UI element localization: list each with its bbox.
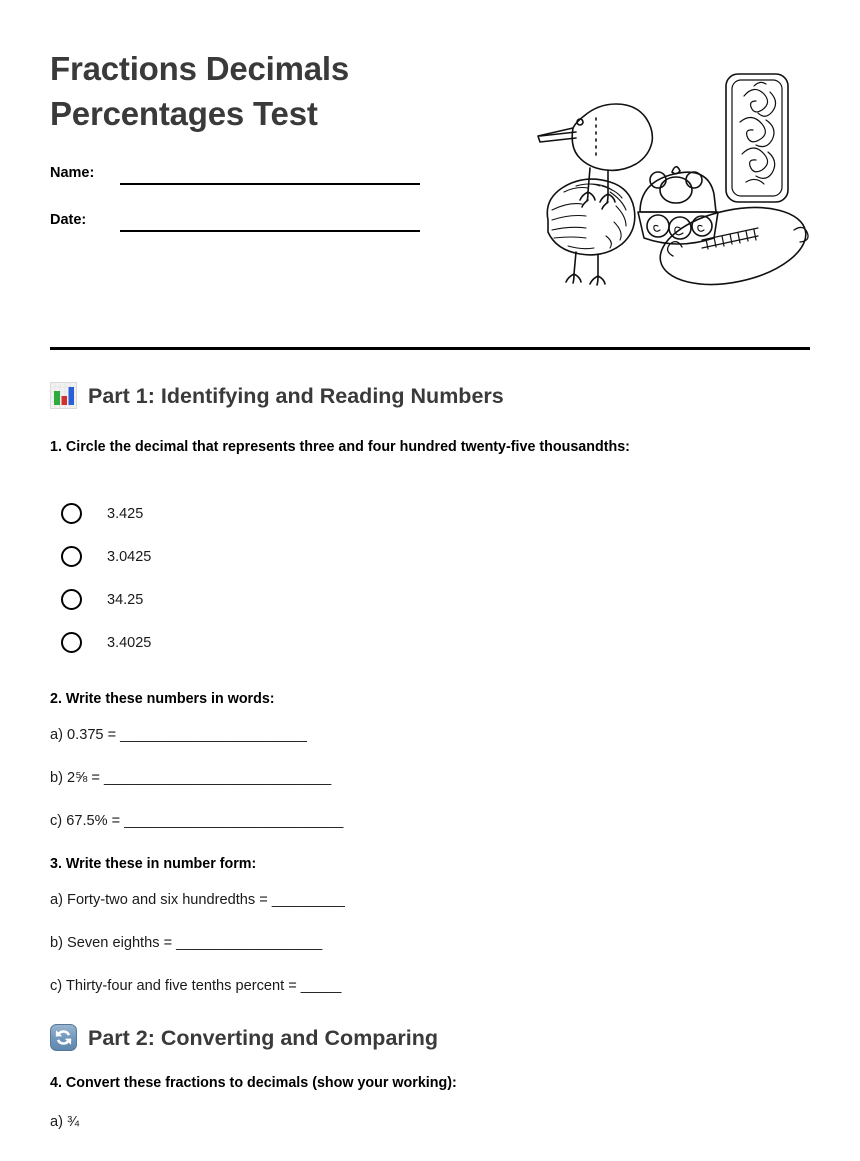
worksheet-header — [50, 46, 810, 296]
part-1-header — [50, 382, 820, 409]
choice-label: 3.0425 — [107, 548, 152, 565]
choice-label: 34.25 — [107, 591, 144, 608]
question-4 — [50, 1074, 820, 1131]
patterned-bowl-icon — [638, 167, 718, 244]
section-spacer — [50, 664, 820, 690]
question-4-prompt: 4. Convert these fractions to decimals (show your working): — [50, 1075, 457, 1091]
date-field-writing-line[interactable] — [120, 230, 420, 232]
radio-circle-icon[interactable] — [61, 546, 82, 567]
radio-circle-icon[interactable] — [61, 632, 82, 653]
name-field-label: Name: — [50, 165, 95, 181]
kiwi-bird-bottom-icon — [547, 179, 635, 285]
new-zealand-icons-illustration — [518, 60, 818, 290]
name-field-writing-line[interactable] — [120, 183, 420, 185]
date-field-label: Date: — [50, 212, 87, 228]
radio-circle-icon[interactable] — [61, 503, 82, 524]
part-1-section — [50, 382, 820, 995]
choice-option[interactable] — [50, 492, 820, 535]
question-3 — [50, 855, 820, 995]
question-4-item-a[interactable]: a) ¾ — [50, 1114, 80, 1130]
bar-chart-icon — [50, 382, 77, 409]
date-field-row — [50, 211, 430, 258]
question-1 — [50, 438, 820, 664]
student-info-fields — [50, 164, 430, 258]
question-2-item-a[interactable]: a) 0.375 = _______________________ — [50, 727, 307, 743]
choice-option[interactable] — [50, 578, 820, 621]
part-1-title: Part 1: Identifying and Reading Numbers — [88, 383, 504, 408]
part-2-title: Part 2: Converting and Comparing — [88, 1025, 439, 1050]
refresh-arrows-icon — [50, 1024, 77, 1051]
maori-carving-panel-icon — [726, 74, 788, 202]
choice-option[interactable] — [50, 621, 820, 664]
question-2-prompt: 2. Write these numbers in words: — [50, 691, 275, 707]
page-title — [50, 46, 470, 136]
question-3-item-b[interactable]: b) Seven eighths = __________________ — [50, 935, 323, 951]
rugby-ball-icon — [653, 195, 813, 290]
question-2-item-b[interactable]: b) 2⅝ = ____________________________ — [50, 770, 332, 786]
question-3-prompt: 3. Write these in number form: — [50, 856, 257, 872]
page-title-line-1: Fractions Decimals — [50, 50, 350, 87]
question-2 — [50, 690, 820, 830]
choice-label: 3.4025 — [107, 634, 152, 651]
question-1-prompt: 1. Circle the decimal that represents three and four hundred twenty-five thousandths: — [50, 439, 630, 455]
name-field-row — [50, 164, 430, 211]
question-1-choice-list — [50, 492, 820, 664]
header-divider-rule — [50, 347, 810, 350]
page-title-line-2: Percentages Test — [50, 95, 318, 132]
question-3-item-c[interactable]: c) Thirty-four and five tenths percent = _____ — [50, 978, 342, 994]
question-2-item-c[interactable]: c) 67.5% = ___________________________ — [50, 813, 344, 829]
worksheet-body — [50, 382, 820, 1131]
choice-option[interactable] — [50, 535, 820, 578]
radio-circle-icon[interactable] — [61, 589, 82, 610]
question-3-item-a[interactable]: a) Forty-two and six hundredths = _________ — [50, 892, 345, 908]
choice-label: 3.425 — [107, 505, 144, 522]
part-2-header — [50, 1024, 820, 1051]
part-2-section — [50, 1024, 820, 1131]
